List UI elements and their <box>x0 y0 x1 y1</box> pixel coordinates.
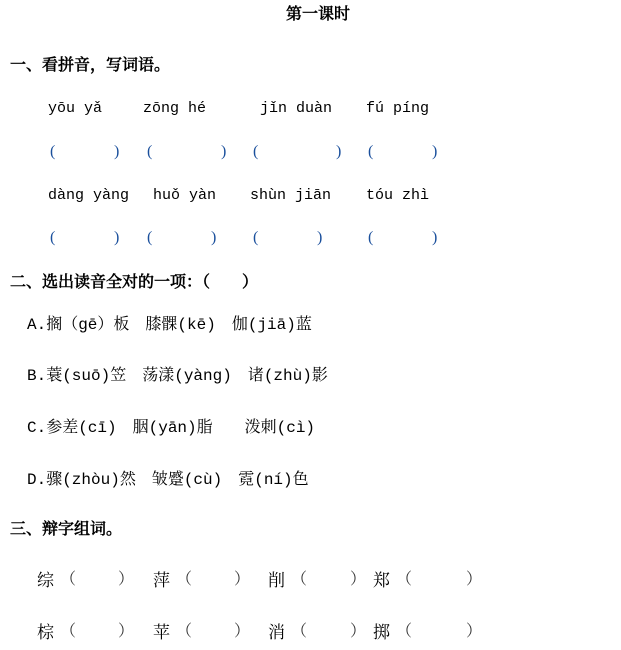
answer-close-paren: ） <box>350 623 367 640</box>
choice-option-a[interactable]: A.搁（gē）板 膝髁(kē) 伽(jiā)蓝 <box>27 316 312 334</box>
answer-close-paren: ) <box>114 143 120 160</box>
pinyin-item: jǐn duàn <box>260 100 333 117</box>
answer-open-paren[interactable]: ( <box>253 143 259 160</box>
section3-heading: 三、辩字组词。 <box>10 521 123 538</box>
pinyin-item: fú píng <box>366 100 430 117</box>
word-char: 消 <box>268 623 285 642</box>
answer-close-paren: ） <box>466 623 483 640</box>
answer-open-paren[interactable]: （ <box>176 571 193 588</box>
pinyin-item: yōu yǎ <box>48 100 103 117</box>
pinyin-item: tóu zhì <box>366 187 430 204</box>
answer-open-paren[interactable]: ( <box>50 143 56 160</box>
answer-close-paren: ） <box>234 623 251 640</box>
answer-open-paren[interactable]: （ <box>176 623 193 640</box>
answer-close-paren: ) <box>336 143 342 160</box>
answer-open-paren[interactable]: （ <box>291 623 308 640</box>
answer-open-paren[interactable]: ( <box>253 229 259 246</box>
answer-close-paren: ) <box>317 229 323 246</box>
section1-heading: 一、看拼音，写词语。 <box>10 57 171 74</box>
word-char: 苹 <box>153 623 170 642</box>
pinyin-item: zōng hé <box>143 100 207 117</box>
choice-option-d[interactable]: D.骤(zhòu)然 皱蹙(cù) 霓(ní)色 <box>27 471 309 489</box>
answer-open-paren[interactable]: ( <box>147 143 153 160</box>
answer-close-paren: ) <box>432 229 438 246</box>
choice-option-c[interactable]: C.参差(cī) 胭(yān)脂 泼刺(cì) <box>27 419 316 437</box>
answer-close-paren: ） <box>466 571 483 588</box>
word-char: 郑 <box>373 571 390 590</box>
answer-close-paren: ) <box>221 143 227 160</box>
answer-close-paren: ） <box>118 623 135 640</box>
answer-close-paren: ) <box>432 143 438 160</box>
answer-open-paren[interactable]: ( <box>147 229 153 246</box>
page-title: 第一课时 <box>286 6 351 23</box>
answer-close-paren: ） <box>234 571 251 588</box>
answer-close-paren: ） <box>118 571 135 588</box>
word-char: 掷 <box>373 623 390 642</box>
answer-open-paren[interactable]: （ <box>60 571 77 588</box>
word-char: 萍 <box>153 571 170 590</box>
pinyin-item: huǒ yàn <box>153 187 217 204</box>
section2-heading: 二、选出读音全对的一项：（ ） <box>10 274 259 291</box>
word-char: 棕 <box>37 623 54 642</box>
choice-option-b[interactable]: B.蓑(suō)笠 荡漾(yàng) 诸(zhù)影 <box>27 367 328 385</box>
pinyin-item: dàng yàng <box>48 187 130 204</box>
answer-open-paren[interactable]: （ <box>291 571 308 588</box>
answer-close-paren: ) <box>211 229 217 246</box>
answer-close-paren: ） <box>350 571 367 588</box>
answer-open-paren[interactable]: （ <box>396 571 413 588</box>
answer-open-paren[interactable]: ( <box>50 229 56 246</box>
word-char: 综 <box>37 571 54 590</box>
answer-open-paren[interactable]: （ <box>396 623 413 640</box>
pinyin-item: shùn jiān <box>250 187 332 204</box>
answer-close-paren: ) <box>114 229 120 246</box>
answer-open-paren[interactable]: ( <box>368 143 374 160</box>
answer-open-paren[interactable]: ( <box>368 229 374 246</box>
answer-open-paren[interactable]: （ <box>60 623 77 640</box>
word-char: 削 <box>268 571 285 590</box>
